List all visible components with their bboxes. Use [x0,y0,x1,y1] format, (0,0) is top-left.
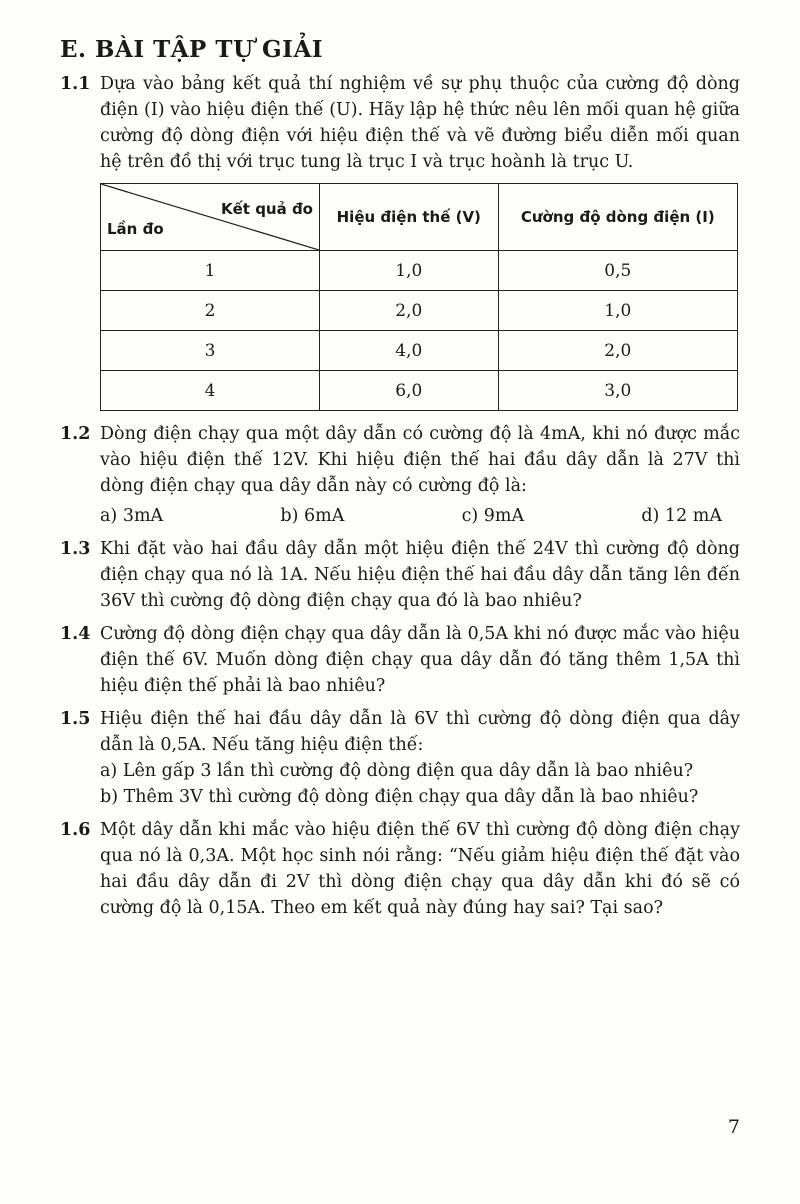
table-row [101,291,738,331]
exercise-number: 1.3 [60,539,91,559]
exercise-text: Một dây dẫn khi mắc vào hiệu điện thế 6V thì cường độ dòng điện chạy qua nó là 0,3A. Một học sinh nói rằng: “Nếu giảm hiệu điện thế đặt vào hai đầu dây dẫn đi 2V thì dòng điện chạy qua dây dẫn khi đó sẽ có cường độ là 0,15A. Theo em kết quả này đúng hay sai? Tại sao? [100,820,740,918]
exercise-1-3 [60,536,740,614]
table-row [101,371,738,411]
header-trial: Lần đo [107,220,164,238]
diagonal-header-cell [101,184,320,251]
exercise-1-6 [60,817,740,921]
cell-voltage: 1,0 [320,251,499,291]
cell-trial: 2 [101,291,320,331]
exercise-number: 1.6 [60,820,91,840]
exercise-text: Dựa vào bảng kết quả thí nghiệm về sự phụ thuộc của cường độ dòng điện (I) vào hiệu điện thế (U). Hãy lập hệ thức nêu lên mối quan hệ giữa cường độ dòng điện với hiệu điện thế và vẽ đường biểu diễn mối quan hệ trên đồ thị với trục tung là trục I và trục hoành là trục U. [100,74,740,172]
header-current: Cường độ dòng điện (I) [498,184,737,251]
exercise-text: Cường độ dòng điện chạy qua dây dẫn là 0,5A khi nó được mắc vào hiệu điện thế 6V. Muốn dòng điện chạy qua dây dẫn đó tăng thêm 1,5A thì hiệu điện thế phải là bao nhiêu? [100,624,740,696]
cell-voltage: 6,0 [320,371,499,411]
exercise-text: Dòng điện chạy qua một dây dẫn có cường độ là 4mA, khi nó được mắc vào hiệu điện thế 12V. Khi hiệu điện thế hai đầu dây dẫn là 27V thì dòng điện chạy qua dây dẫn này có cường độ là: [100,424,740,496]
cell-voltage: 2,0 [320,291,499,331]
cell-voltage: 4,0 [320,331,499,371]
exercise-number: 1.4 [60,624,91,644]
cell-current: 3,0 [498,371,737,411]
table-row [101,251,738,291]
exercise-text: Khi đặt vào hai đầu dây dẫn một hiệu điện thế 24V thì cường độ dòng điện chạy qua nó là 1A. Nếu hiệu điện thế hai đầu dây dẫn tăng lên đến 36V thì cường độ dòng điện chạy qua đó là bao nhiêu? [100,539,740,611]
cell-trial: 4 [101,371,320,411]
option-c: c) 9mA [461,506,525,526]
cell-current: 2,0 [498,331,737,371]
page-number: 7 [727,1116,740,1138]
exercise-number: 1.5 [60,709,91,729]
cell-current: 1,0 [498,291,737,331]
option-d: d) 12 mA [641,506,722,526]
sub-question-b: b) Thêm 3V thì cường độ dòng điện chạy qua dây dẫn là bao nhiêu? [100,787,699,807]
page [60,30,740,921]
exercise-1-1 [60,71,740,411]
header-voltage: Hiệu điện thế (V) [320,184,499,251]
option-b: b) 6mA [280,506,345,526]
sub-question-a: a) Lên gấp 3 lần thì cường độ dòng điện qua dây dẫn là bao nhiêu? [100,761,694,781]
answer-options [100,503,732,529]
exercise-number: 1.2 [60,424,91,444]
exercise-1-2 [60,421,740,529]
exercise-number: 1.1 [60,74,91,94]
option-a: a) 3mA [100,506,164,526]
header-measured-result: Kết quả đo [221,200,313,218]
table-header-row [101,184,738,251]
results-table [100,183,738,411]
section-heading: E. BÀI TẬP TỰ GIẢI [60,36,324,63]
exercise-1-4 [60,621,740,699]
exercise-text: Hiệu điện thế hai đầu dây dẫn là 6V thì cường độ dòng điện qua dây dẫn là 0,5A. Nếu tăng hiệu điện thế: [100,709,740,755]
cell-trial: 3 [101,331,320,371]
cell-current: 0,5 [498,251,737,291]
exercise-1-5 [60,706,740,810]
table-row [101,331,738,371]
cell-trial: 1 [101,251,320,291]
